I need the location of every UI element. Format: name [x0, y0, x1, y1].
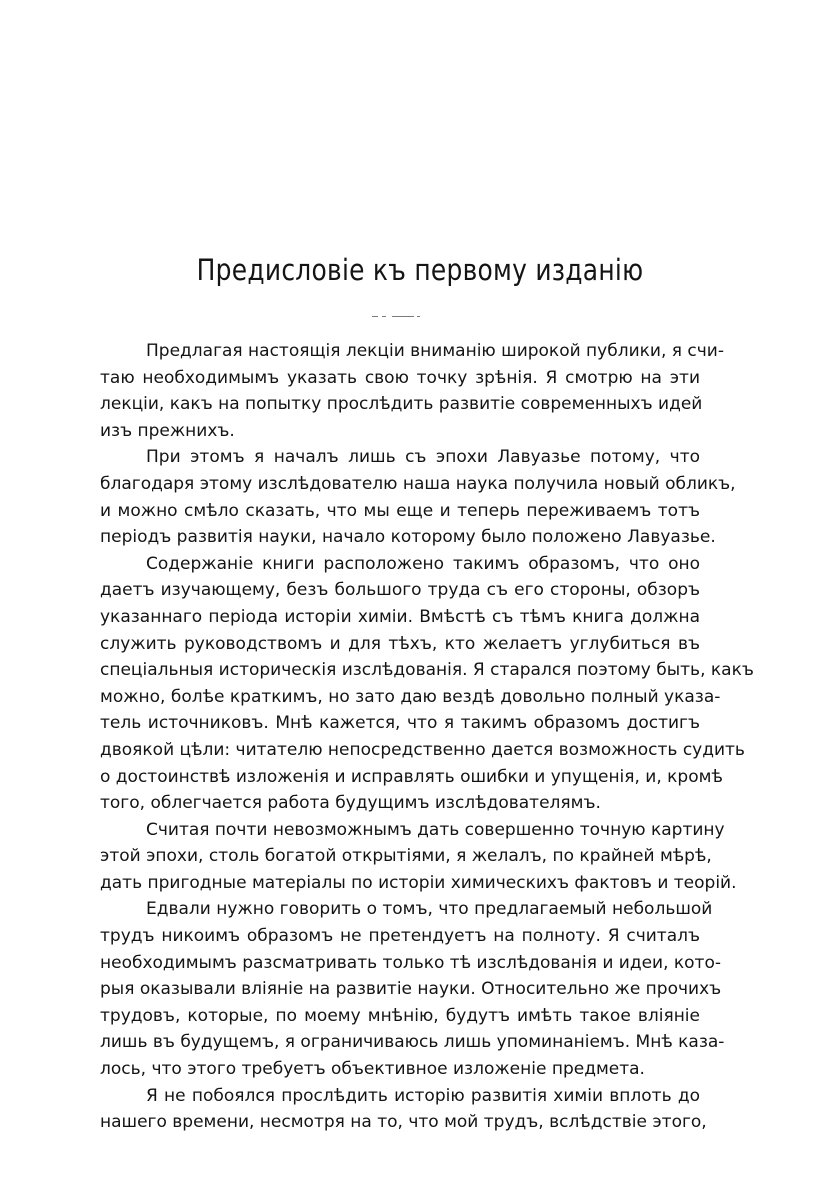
- text-line: дать пригодные матеріалы по исторіи химическихъ фактовъ и теорій.: [100, 872, 737, 893]
- text-line: благодаря этому изслѣдователю наша наука получила новый обликъ,: [100, 473, 736, 494]
- text-line: того, облегчается работа будущимъ изслѣдователямъ.: [100, 793, 601, 814]
- text-line: и можно смѣло сказать, что мы еще и теперь переживаемъ тотъ: [100, 500, 700, 521]
- text-line: Предлагая настоящія лекціи вниманію широкой публики, я счи-: [146, 341, 724, 361]
- text-line: этой эпохи, столь богатой открытіями, я желалъ, по крайней мѣрѣ,: [100, 846, 712, 867]
- text-line: При этомъ я началъ лишь съ эпохи Лавуазье потому, что: [146, 447, 700, 468]
- paragraph: [100, 551, 754, 817]
- text-line: Едвали нужно говорить о томъ, что предлагаемый небольшой: [146, 899, 713, 920]
- paragraph: [100, 896, 725, 1082]
- decorative-ornament: [372, 315, 422, 319]
- page-title: Предисловіе къ первому изданію: [196, 253, 644, 287]
- text-line: двоякой цѣли: читателю непосредственно дается возможность судить: [100, 739, 745, 760]
- text-line: спеціальныя историческія изслѣдованія. Я старался поэтому быть, какъ: [100, 660, 754, 681]
- text-line: таю необходимымъ указать свою точку зрѣнія. Я смотрю на эти: [100, 367, 700, 388]
- text-line: трудъ никоимъ образомъ не претендуетъ на полноту. Я считалъ: [100, 926, 700, 947]
- text-line: указаннаго періода исторіи химіи. Вмѣстѣ съ тѣмъ книга должна: [100, 606, 700, 627]
- text-line: Я не побоялся прослѣдить исторію развитія химіи вплоть до: [146, 1085, 700, 1106]
- text-line: лишь въ будущемъ, я ограничиваюсь лишь упоминаніемъ. Мнѣ каза-: [100, 1032, 725, 1053]
- preface-text: [100, 338, 754, 1136]
- text-line: необходимымъ разсматривать только тѣ изслѣдованія и идеи, кото-: [100, 952, 721, 973]
- text-line: служить руководствомъ и для тѣхъ, кто желаетъ углубиться въ: [100, 633, 700, 654]
- text-line: рыя оказывали вліяніе на развитіе науки. Относительно же прочихъ: [100, 979, 722, 1000]
- text-line: нашего времени, несмотря на то, что мой трудъ, вслѣдствіе этого,: [100, 1112, 707, 1133]
- text-line: о достоинствѣ изложенія и исправлять ошибки и упущенія, и, кромѣ: [100, 766, 723, 787]
- text-line: трудовъ, которые, по моему мнѣнію, будутъ имѣть такое вліяніе: [100, 1005, 700, 1026]
- text-line: изъ прежнихъ.: [100, 420, 235, 441]
- text-line: тель источниковъ. Мнѣ кажется, что я такимъ образомъ достигъ: [100, 713, 700, 734]
- paragraph: [100, 444, 736, 550]
- paragraph: [100, 1083, 707, 1136]
- paragraph: [100, 338, 724, 444]
- text-line: періодъ развитія науки, начало которому было положено Лавуазье.: [100, 527, 716, 548]
- text-line: лекціи, какъ на попытку прослѣдить развитіе современныхъ идей: [100, 394, 703, 415]
- paragraph: [100, 817, 737, 897]
- text-line: Считая почти невозможнымъ дать совершенно точную картину: [146, 819, 725, 840]
- text-line: можно, болѣе краткимъ, но зато даю вездѣ довольно полный указа-: [100, 686, 721, 707]
- text-line: даетъ изучающему, безъ большого труда съ его стороны, обзоръ: [100, 580, 700, 601]
- text-line: лось, что этого требуетъ объективное изложеніе предмета.: [100, 1059, 645, 1080]
- text-line: Содержаніе книги расположено такимъ образомъ, что оно: [146, 553, 700, 574]
